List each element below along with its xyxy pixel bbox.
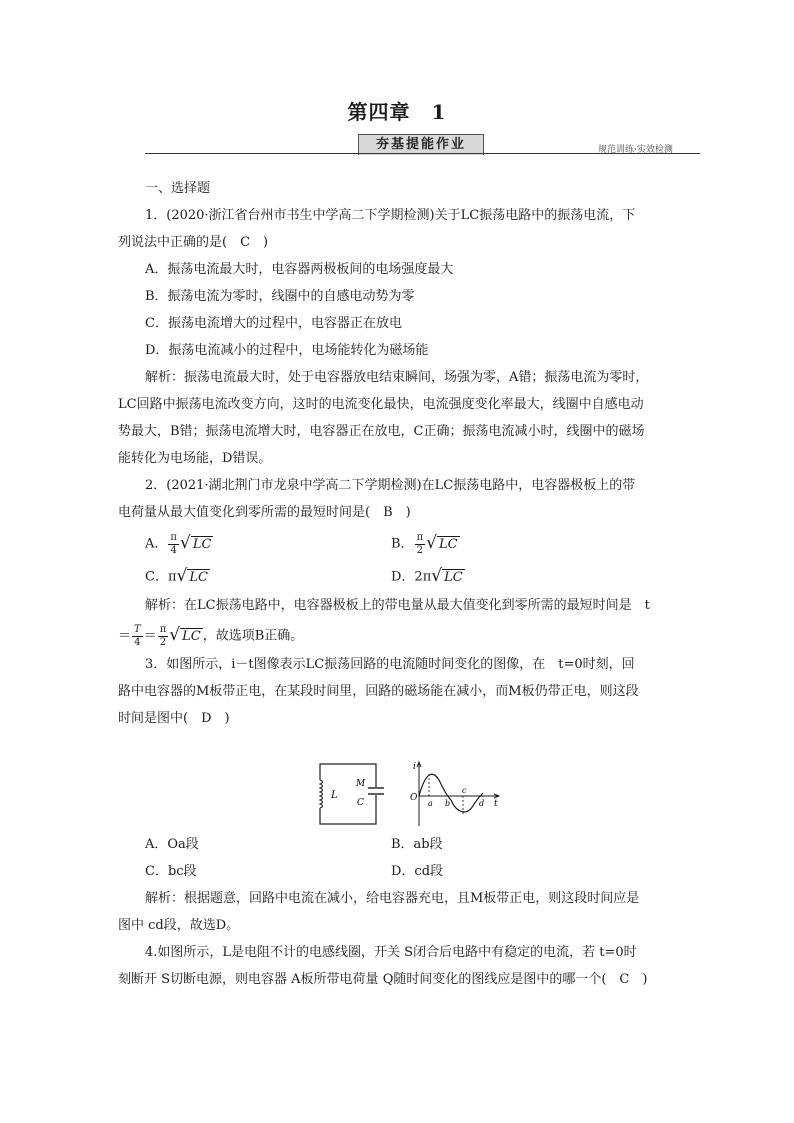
q4-stem-line1: 4.如图所示，L是电阻不计的电感线圈，开关 S闭合后电路中有稳定的电流，若 t=0时 — [145, 945, 637, 960]
q1-analysis-line3: 势最大，B错；振荡电流增大时，电容器正在放电，C正确；振荡电流减小时，线圈中的磁场 — [118, 424, 645, 439]
label-a: a — [428, 799, 433, 808]
q3-option-a: A．Oa段 — [145, 837, 199, 852]
q1-stem-line2: 列说法中正确的是( C ) — [118, 235, 269, 250]
q2-options-row1 — [145, 526, 685, 562]
q3-figure — [316, 760, 506, 828]
q2-stem-line1: 2．(2021·湖北荆门市龙泉中学高二下学期检测)在LC振荡电路中，电容器极板上的带 — [145, 478, 636, 493]
q3-analysis-line2: 图中 cd段，故选D。 — [118, 918, 240, 933]
q3-options-row2 — [145, 858, 685, 885]
q3-analysis-line1: 解析：根据题意，回路中电流在减小，给电容器充电，且M板带正电，则这段时间应是 — [145, 891, 640, 906]
q3-options-row1 — [145, 831, 685, 858]
label-d: d — [479, 799, 485, 808]
q4-stem-line2: 刻断开 S切断电源，则电容器 A板所带电荷量 Q随时间变化的图线应是图中的哪一个( C ) — [118, 972, 648, 987]
q3-option-d: D．cd段 — [391, 864, 444, 879]
q2-option-a: A． $\frac{\pi}{4}$ √ LC — [145, 531, 212, 556]
q2-option-b: B． $\frac{\pi}{2}$ √ LC — [391, 531, 458, 556]
q1-analysis-line4: 能转化为电场能，D错误。 — [118, 451, 272, 466]
lc-circuit-and-graph — [316, 760, 506, 828]
label-M: M — [356, 779, 366, 789]
q3-option-c: C．bc段 — [145, 864, 197, 879]
label-i: i — [413, 762, 416, 772]
label-L: L — [331, 790, 338, 801]
section-banner: 夯基提能作业 — [358, 134, 484, 155]
section-title: 一、选择题 — [145, 181, 211, 196]
content — [118, 175, 685, 993]
q2-analysis-line1: 解析：在LC振荡电路中，电容器极板上的带电量从最大值变化到零所需的最短时间是 t — [145, 598, 650, 613]
page-title: 第四章 1 — [347, 100, 447, 124]
q3-stem-line3: 时间是图中( D ) — [118, 711, 230, 726]
q2-stem-line2: 电荷量从最大值变化到零所需的最短时间是( B ) — [118, 505, 411, 520]
header-rule — [145, 153, 700, 154]
q1-option-c: C．振荡电流增大的过程中，电容器正在放电 — [145, 316, 402, 331]
label-c: c — [462, 786, 467, 795]
q1-option-a: A．振荡电流最大时，电容器两极板间的电场强度最大 — [145, 262, 454, 277]
banner-subtitle: 规范训练·实效检测 — [598, 145, 673, 155]
q2-option-d: D．2π√ LC — [391, 566, 463, 586]
q1-analysis-line1: 解析：振荡电流最大时，处于电容器放电结束瞬间，场强为零，A错；振荡电流为零时， — [145, 370, 649, 385]
q1-option-d: D．振荡电流减小的过程中，电场能转化为磁场能 — [145, 343, 429, 358]
label-O: O — [410, 793, 418, 803]
q2-option-c: C．π√ LC — [145, 566, 208, 586]
q3-stem-line2: 路中电容器的M板带正电，在某段时间里，回路的磁场能在减小，而M板仍带正电，则这段 — [118, 684, 639, 699]
label-b: b — [445, 799, 451, 808]
label-C: C — [357, 798, 364, 808]
q1-analysis-line2: LC回路中振荡电流改变方向，这时的电流变化最快，电流强度变化率最大，线圈中自感电动 — [118, 397, 644, 412]
q2-options-row2 — [145, 562, 685, 592]
q2-analysis-line2: ＝ $\frac{T}{4}$ ＝ $\frac{\pi}{2}$ √ LC ，故选项B正确。 — [118, 623, 304, 648]
q1-stem-line1: 1．(2020·浙江省台州市书生中学高二下学期检测)关于LC振荡电路中的振荡电流，下 — [145, 208, 636, 223]
q3-stem-line1: 3．如图所示，i－t图像表示LC振荡回路的电流随时间变化的图像，在 t=0时刻，回 — [145, 657, 635, 672]
q3-option-b: B．ab段 — [391, 837, 443, 852]
circuit-loop — [320, 764, 376, 824]
label-t: t — [494, 799, 498, 809]
q1-option-b: B．振荡电流为零时，线圈中的自感电动势为零 — [145, 289, 415, 304]
